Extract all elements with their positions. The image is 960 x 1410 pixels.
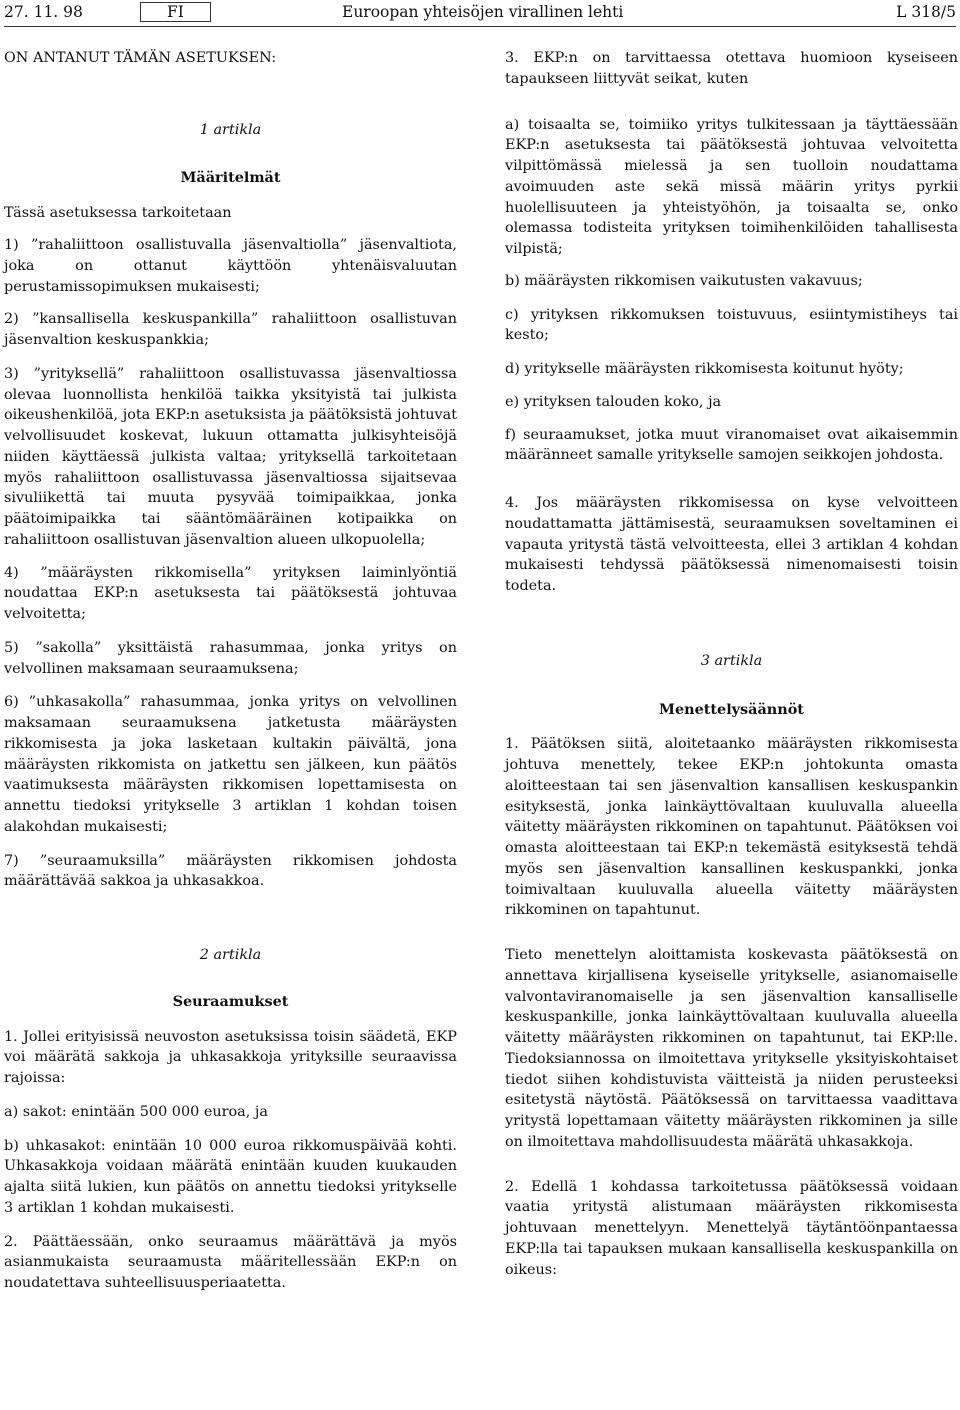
- factor-f: f) seuraamukset, jotka muut viranomaiset ovat aikaisemmin määränneet samalle yritykselle samojen seikkojen johdosta.: [505, 426, 958, 464]
- definition-7: 7) ”seuraamuksilla” määräysten rikkomisen johdosta määrättävää sakkoa ja uhkasakkoa.: [4, 852, 457, 890]
- definition-1: 1) ”rahaliittoon osallistuvalla jäsenvaltiolla” jäsenvaltiota, joka on ottanut käyttöön yhtenäisvaluutan perustamissopimuksen mukaisesti;: [4, 237, 457, 295]
- issue-date: 27. 11. 98: [4, 3, 83, 21]
- left-column: [4, 48, 457, 1294]
- article-2-point-b: b) uhkasakot: enintään 10 000 euroa rikkomuspäivää kohti. Uhkasakkoja voidaan määrätä enintään kuuden kuukauden ajalta siitä lukien, kun päätös on annettu tiedoksi yritykselle 3 artiklan 1 kohdan mukaisesti.: [4, 1137, 457, 1216]
- right-column: [505, 48, 958, 1280]
- page-reference: L 318/5: [896, 3, 956, 21]
- journal-title: Euroopan yhteisöjen virallinen lehti: [342, 3, 624, 21]
- article-1-title: Määritelmät: [180, 168, 281, 186]
- article-2-paragraph-1: 1. Jollei erityisissä neuvoston asetuksissa toisin säädetä, EKP voi määrätä sakkoja ja uhkasakkoja yrityksille seuraavissa rajoissa:: [4, 1028, 457, 1086]
- article-2-paragraph-3: 3. EKP:n on tarvittaessa otettava huomioon kyseiseen tapaukseen liittyvät seikat, kuten: [505, 50, 958, 87]
- article-1-number: 1 artikla: [199, 121, 262, 138]
- definition-3: 3) ”yrityksellä” rahaliittoon osallistuvassa jäsenvaltiossa olevaa luonnollista henkilöä taikka yksityistä tai julkista oikeushenkilöä, jota EKP:n asetuksista ja päätöksistä johtuvat velvollisuudet koskevat, lukuun ottamatta julkisyhteisöjä niiden käyttäessä julkista valtaa; yrityksellä tarkoitetaan myös rahaliittoon osallistuvassa jäsenvaltiossa sijaitsevaa sivuliikettä tai muuta pysyvää toimipaikkaa, jonka päätoimipaikka tai sääntömääräinen kotipaikka on rahaliittoon osallistuvan jäsenvaltion alueen ulkopuolella;: [4, 365, 457, 548]
- article-3-paragraph-1: 1. Päätöksen siitä, aloitetaanko määräysten rikkomisesta johtuva menettely, tekee EKP:n johtokunta omasta aloitteestaan tai sen jäsenvaltion kansallisen keskuspankin esityksestä, jonka lainkäyttövaltaan kuuluvalla alueella väitetty määräysten rikkominen on tapahtunut. Päätöksen voi omasta aloitteestaan tai EKP:n tekemästä esityksestä tehdä myös sen jäsenvaltion kansallinen keskuspankki, jonka toimivaltaan kuuluvalla alueella väitetty määräysten rikkominen on tapahtunut.: [505, 736, 958, 919]
- article-3-number: 3 artikla: [700, 652, 763, 669]
- factor-c: c) yrityksen rikkomuksen toistuvuus, esiintymistiheys tai kesto;: [505, 306, 958, 344]
- article-2-paragraph-2: 2. Päättäessään, onko seuraamus määrättävä ja myös asianmukaista seuraamusta määritellessään EKP:n on noudatettava suhteellisuusperiaatetta.: [4, 1233, 457, 1291]
- factor-a: a) toisaalta se, toimiiko yritys tulkitessaan ja täyttäessään EKP:n asetuksesta tai päätöksestä johtuvaa velvoitetta vilpittömässä mielessä ja sen tuolloin noudattama avoimuuden aste sekä missä määrin yritys pyrkii huolellisuuteen ja yhteistyöhön, ja toisaalta se, onko olemassa todisteita yrityksen toimihenkilöiden tahallisesta vilpistä;: [505, 116, 958, 257]
- language-badge: FI: [140, 2, 211, 22]
- factor-e: e) yrityksen talouden koko, ja: [505, 393, 722, 410]
- definition-2: 2) ”kansallisella keskuspankilla” rahaliittoon osallistuvan jäsenvaltion keskuspankkia;: [4, 311, 457, 348]
- article-2-point-a: a) sakot: enintään 500 000 euroa, ja: [4, 1103, 268, 1120]
- article-1-lead: Tässä asetuksessa tarkoitetaan: [4, 205, 232, 222]
- article-3-title: Menettelysäännöt: [659, 700, 804, 718]
- enacting-formula: ON ANTANUT TÄMÄN ASETUKSEN:: [4, 50, 277, 66]
- article-2-title: Seuraamukset: [172, 992, 289, 1010]
- running-header: [4, 0, 956, 27]
- article-3-paragraph-2: 2. Edellä 1 kohdassa tarkoitetussa päätöksessä voidaan vaatia yritystä alistumaan määräysten rikkomisesta johtuvaan menettelyyn. Menettelyä täytäntöönpantaessa EKP:lla tai tapauksen mukaan kansallisella keskuspankilla on oikeus:: [505, 1178, 958, 1278]
- definition-5: 5) ”sakolla” yksittäistä rahasummaa, jonka yritys on velvollinen maksamaan seuraamuksena;: [4, 639, 457, 677]
- article-3-paragraph-1-second: Tieto menettelyn aloittamista koskevasta päätöksestä on annettava kirjallisena kyseiselle yritykselle, asianomaiselle valvontaviranomaiselle ja sen jäsenvaltion kansalliselle keskuspankille, jonka lainkäyttövaltaan kuuluvalla alueella väitetty määräysten rikkominen on tapahtunut, tai EKP:lle. Tiedoksiannossa on ilmoitettava yritykselle yksityiskohtaiset tiedot siihen kohdistuvista väitteistä ja niiden perusteeksi esitetystä näytöstä. Päätöksessä on tarvittaessa vaadittava yritystä lopettamaan väitetty määräysten rikkominen ja sille on ilmoitettava mahdollisuudesta määrätä uhkasakkoja.: [505, 947, 958, 1150]
- factor-d: d) yritykselle määräysten rikkomisesta koitunut hyöty;: [505, 361, 904, 377]
- factor-b: b) määräysten rikkomisen vaikutusten vakavuus;: [505, 272, 863, 289]
- definition-4: 4) ”määräysten rikkomisella” yrityksen laiminlyöntiä noudattaa EKP:n asetuksesta tai päätöksestä johtuvaa velvoitetta;: [4, 564, 457, 622]
- definition-6: 6) ”uhkasakolla” rahasummaa, jonka yritys on velvollinen maksamaan seuraamuksena jatketusta määräysten rikkomisesta ja joka lasketaan kultakin päivältä, jona määräysten rikkomista on jatkettu sen jälkeen, kun päätös vaatimuksesta määräysten rikkomisen lopettamisesta on annettu tiedoksi yritykselle 3 artiklan 1 kohdan toisen alakohdan mukaisesti;: [4, 694, 457, 835]
- article-2-paragraph-4: 4. Jos määräysten rikkomisessa on kyse velvoitteen noudattamatta jättämisestä, seuraamuksen soveltaminen ei vapauta yritystä tästä velvoitteesta, ellei 3 artiklan 4 kohdan mukaisesti tehdyssä päätöksessä nimenomaisesti toisin todeta.: [505, 495, 958, 594]
- article-2-number: 2 artikla: [199, 947, 262, 963]
